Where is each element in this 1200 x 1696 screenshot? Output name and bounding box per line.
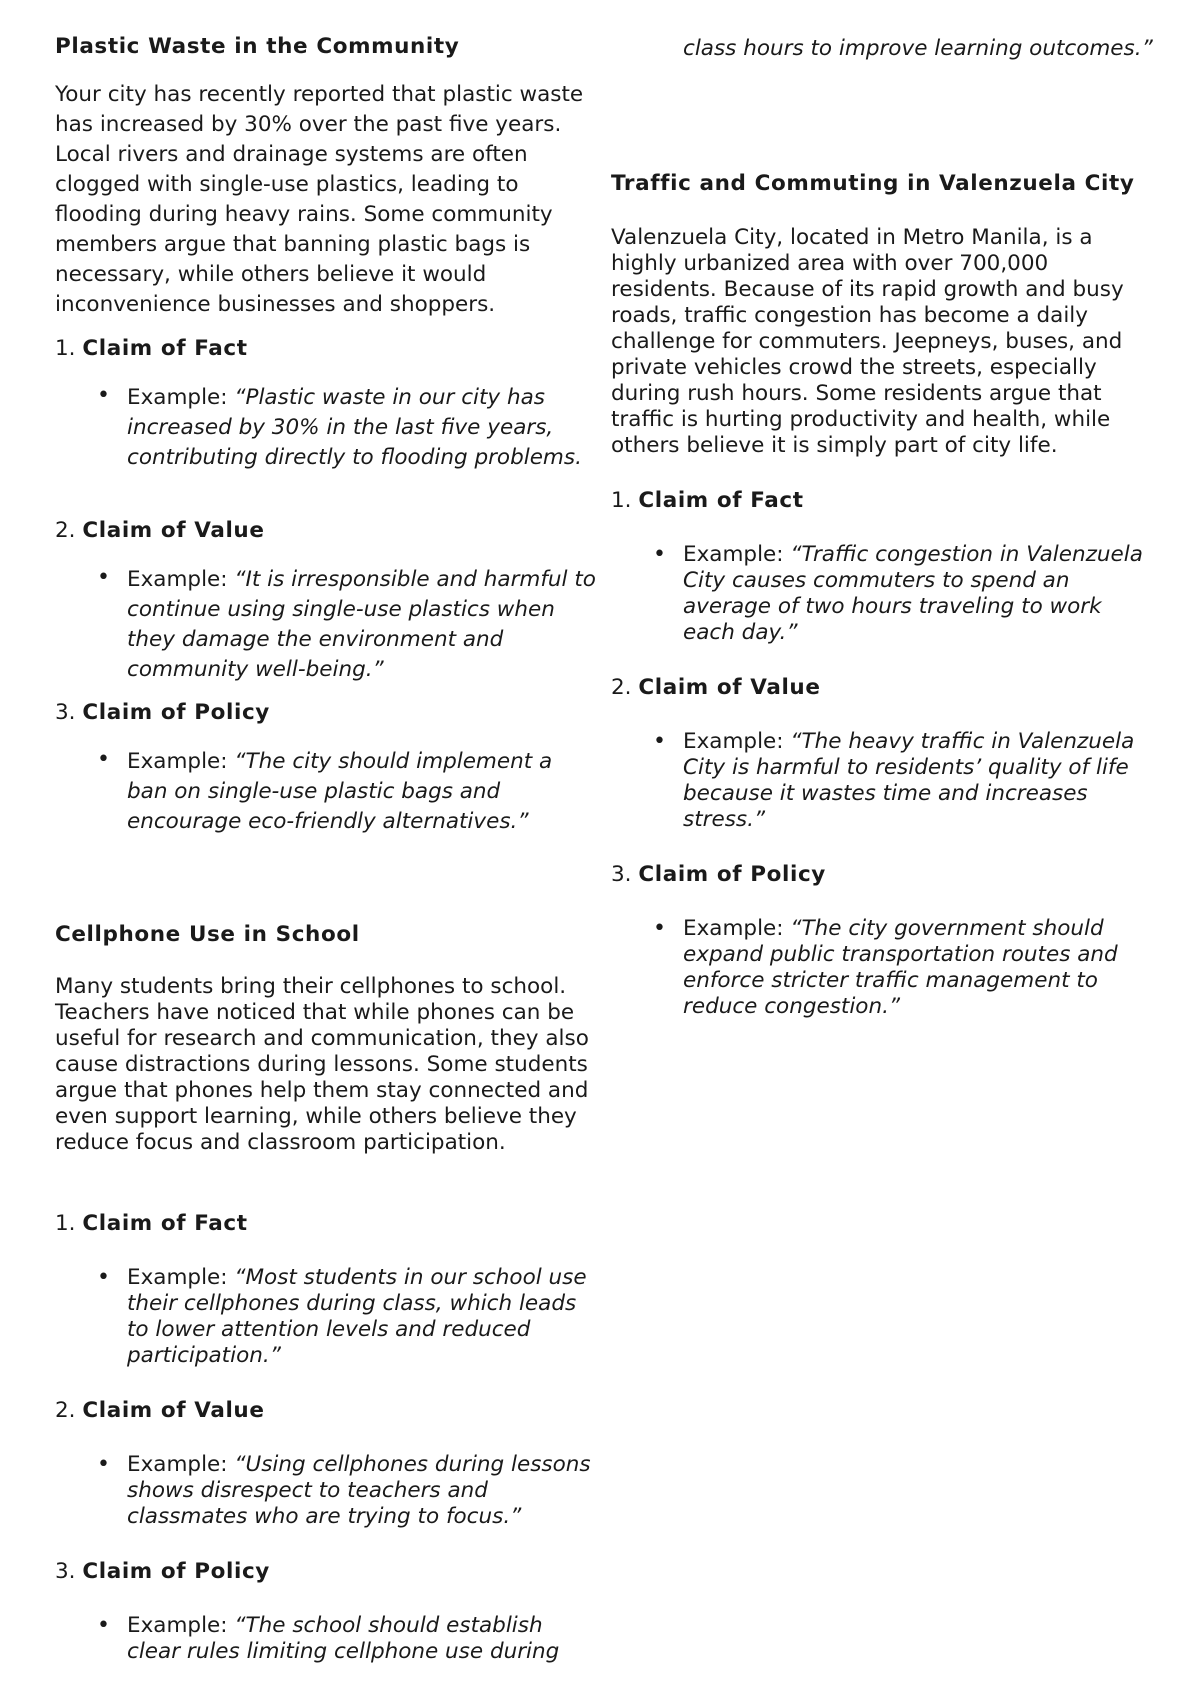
claim-label: Claim of Fact <box>82 336 248 361</box>
example-prefix: Example: <box>683 542 791 567</box>
claim-label: Claim of Value <box>82 518 265 543</box>
example-continuation <box>683 36 1153 62</box>
claim-label: Claim of Value <box>638 675 821 700</box>
section-title-traffic: Traffic and Commuting in Valenzuela City <box>611 171 1135 196</box>
claim-label: Claim of Fact <box>82 1211 248 1236</box>
example-quote: “The city should implement a ban on single-use plastic bags and encourage eco-friendly alternatives.” <box>127 749 553 834</box>
claim-number: 1. <box>55 1211 76 1236</box>
section-title-cellphone: Cellphone Use in School <box>55 922 360 947</box>
section-description-plastic: Your city has recently reported that plastic waste has increased by 30% over the past five years. Local rivers and drainage systems are often clogged with single-use plastics, leading to flooding during heavy rains. Some community members argue that banning plastic bags is necessary, while others believe it would inconvenience businesses and shoppers. <box>55 82 584 317</box>
example-text <box>127 1452 597 1530</box>
claim-heading-value <box>55 518 265 543</box>
bullet-icon: • <box>97 1452 110 1477</box>
example-text <box>127 383 597 473</box>
example-text <box>683 729 1153 833</box>
example-prefix: Example: <box>127 567 235 592</box>
bullet-icon: • <box>97 1265 110 1290</box>
example-text <box>127 747 597 837</box>
example-prefix: Example: <box>127 1613 235 1638</box>
claim-number: 2. <box>55 518 76 543</box>
claim-heading-value <box>611 675 821 700</box>
claim-number: 3. <box>55 1559 76 1584</box>
bullet-icon: • <box>97 1613 110 1638</box>
example-quote: “The city government should expand public transportation routes and enforce stricter traffic management to reduce congestion.” <box>683 916 1118 1019</box>
bullet-icon: • <box>653 916 666 941</box>
section-description-traffic: Valenzuela City, located in Metro Manila, is a highly urbanized area with over 700,000 residents. Because of its rapid growth and busy roads, traffic congestion has become a daily challenge for commuters. Jeepneys, buses, and private vehicles crowd the streets, especially during rush hours. Some residents argue that traffic is hurting productivity and health, while others believe it is simply part of city life. <box>611 225 1124 458</box>
example-prefix: Example: <box>683 916 791 941</box>
bullet-icon: • <box>653 542 666 567</box>
example-quote: “Plastic waste in our city has increased by 30% in the last five years, contributing directly to flooding problems. <box>127 385 582 470</box>
example-text <box>683 542 1153 646</box>
claim-number: 1. <box>55 336 76 361</box>
claim-number: 2. <box>611 675 632 700</box>
example-prefix: Example: <box>683 729 791 754</box>
claim-number: 3. <box>611 862 632 887</box>
claim-heading-policy <box>55 1559 270 1584</box>
claim-heading-policy <box>611 862 826 887</box>
bullet-icon: • <box>653 729 666 754</box>
example-text <box>127 1265 597 1369</box>
example-prefix: Example: <box>127 1452 235 1477</box>
claim-heading-value <box>55 1398 265 1423</box>
example-quote: “It is irresponsible and harmful to continue using single-use plastics when they damage the environment and community well-being.” <box>127 567 596 682</box>
example-quote: “The heavy traffic in Valenzuela City is harmful to residents’ quality of life because it wastes time and increases stress.” <box>683 729 1135 832</box>
claim-label: Claim of Fact <box>638 488 804 513</box>
example-prefix: Example: <box>127 749 235 774</box>
example-quote: “Traffic congestion in Valenzuela City causes commuters to spend an average of two hours traveling to work each day.” <box>683 542 1143 645</box>
claim-label: Claim of Policy <box>82 1559 270 1584</box>
example-quote: “The school should establish clear rules limiting cellphone use during <box>127 1613 560 1664</box>
example-quote: “Most students in our school use their cellphones during class, which leads to lower attention levels and reduced participation.” <box>127 1265 587 1368</box>
claim-label: Claim of Value <box>82 1398 265 1423</box>
example-quote: “Using cellphones during lessons shows disrespect to teachers and classmates who are trying to focus.” <box>127 1452 591 1529</box>
example-prefix: Example: <box>127 1265 235 1290</box>
claim-number: 2. <box>55 1398 76 1423</box>
example-text <box>127 1613 597 1665</box>
claim-heading-fact <box>611 488 804 513</box>
section-title-plastic: Plastic Waste in the Community <box>55 34 460 59</box>
section-description-cellphone: Many students bring their cellphones to school. Teachers have noticed that while phones can be useful for research and communication, they also cause distractions during lessons. Some students argue that phones help them stay connected and even support learning, while others believe they reduce focus and classroom participation. <box>55 974 589 1155</box>
claim-heading-fact <box>55 1211 248 1236</box>
claim-heading-policy <box>55 700 270 725</box>
claim-label: Claim of Policy <box>638 862 826 887</box>
example-text <box>127 565 597 685</box>
claim-heading-fact <box>55 336 248 361</box>
bullet-icon: • <box>97 747 110 772</box>
bullet-icon: • <box>97 565 110 590</box>
claim-label: Claim of Policy <box>82 700 270 725</box>
claim-number: 3. <box>55 700 76 725</box>
bullet-icon: • <box>97 383 110 408</box>
example-prefix: Example: <box>127 385 235 410</box>
example-text <box>683 916 1153 1020</box>
example-quote: class hours to improve learning outcomes.” <box>683 36 1153 61</box>
claim-number: 1. <box>611 488 632 513</box>
